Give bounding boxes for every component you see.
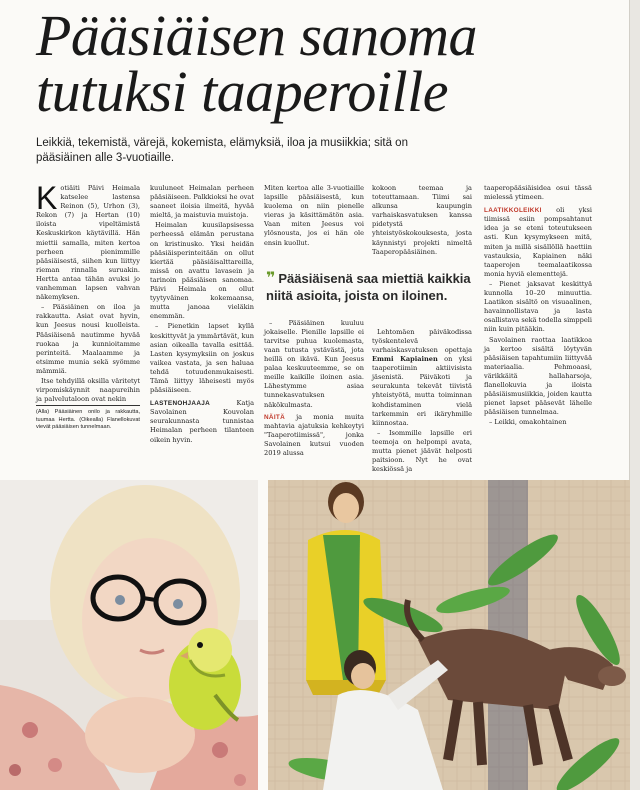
article-column-1 bbox=[36, 180, 140, 432]
headline bbox=[36, 3, 596, 124]
col1-para-2: – Pääsiäinen on iloa ja rakkautta. Asiat ovat hyvin, kun Jeesus nousi kuolleista. Pääsiäisenä nautimme hyvää ruokaa ja kunnioitamme perinteitä. Maalaamme ja etsimme munia sekä syömme mämmiä. bbox=[36, 303, 140, 375]
quote-mark-icon: ❞ bbox=[266, 270, 276, 287]
col4-para-3: – Isommille lapsille eri teemoja on helpompi avata, mutta pienet jäävät helposti paitsioon. Nyt he ovat keskiössä ja bbox=[372, 428, 472, 474]
col2-para-2: Heimalan kuusilapsisessa perheessä elämän perustana on kristinusko. Yksi heidän pääsiäisperinteitään on ollut kiertää pääsiäisalttareilla, missä on avattu lavasein ja tarinoin pääsiäisen sanomaa. Päivi Heimala on ollut tyytyväinen kokemaansa, mutta janoaa vieläkin enemmän. bbox=[150, 221, 254, 321]
drop-cap: K bbox=[36, 180, 58, 216]
photo-flannel-board bbox=[268, 480, 630, 790]
col1-para-1 bbox=[36, 180, 140, 302]
keyword-naita: NÄITÄ bbox=[264, 413, 286, 421]
pull-quote bbox=[266, 271, 476, 304]
keyword-lastenohjaaja: LASTENOHJAAJA bbox=[150, 400, 211, 408]
col5-para-4: Savolainen raottaa laatikkoa ja kertoo sisältä löytyvän pääsiäisen tapahtumiin liittyvää materiaalia. Pehmoaasi, värikkäitä hallaharsoja, flanellokuvia ja iloista pääsiäismusiikkia, joiden kautta pienet lapset pääsevät lähelle pääsiäisen tunnelmaa. bbox=[484, 335, 592, 417]
col4-para-2: Lehtomäen päiväkodissa työskentelevä varhaiskasvatuksen opettaja Emmi Kapiainen on yksi taaperotiimin aktiivisista jäsenistä. Päiväkoti ja seurakunta tekevät tiivistä yhteistyötä, mutta toiminnan kohdistaminen vielä tarkemmin eri ikäryhmille kiinnostaa. bbox=[372, 327, 472, 427]
col3-para-3-text: ja monia muita mahtavia ajatuksia kehkeytyi "Taaperotiimissä", jonka Savolainen kutsui vuoden 2019 alussa bbox=[264, 412, 364, 457]
girl-illustration bbox=[0, 480, 258, 790]
col2-para-4-text: Katja Savolainen Kouvolan seurakunnasta tunnistaa Heimalan perheen tilanteen oikein hyvin. bbox=[150, 399, 254, 444]
col4-para-1: kokoon teemaa ja toteuttamaan. Tiimi sai alkunsa kaupungin varhaiskasvatuksen kanssa pidetystä yhteistyöskokouksesta, josta käynnistyi projekti nimeltä Taaperopääsiäinen. bbox=[372, 184, 472, 256]
article-column-5 bbox=[484, 184, 592, 428]
keyword-laatikkoleikki: LAATIKKOLEIKKI bbox=[484, 207, 542, 215]
col3-para-1: Miten kertoa alle 3-vuotiaille lapsille pääsiäisestä, kun kuolema on niin pienelle vieras ja käsittämätön asia. Vaan miten Jeesus voi ylösnousta, jos ei hän ole ensin kuollut. bbox=[264, 184, 364, 247]
page-edge bbox=[629, 0, 640, 790]
photo-caption: (Alla) Pääsiäinen onilo ja rakkautta, tuumaa Hertta. (Oikealla) Flanellokuvat vievät pääsiäisen tunnelmaan. bbox=[36, 405, 140, 431]
headline-line-2: tutuksi taaperoille bbox=[36, 59, 449, 124]
col3-para-3 bbox=[264, 413, 364, 458]
article-column-3 bbox=[264, 184, 364, 459]
col1-para-1-text: otiäiti Päivi Heimala katselee lastensa Reinon (5), Urhon (3), Rekon (7) ja Hertan (10) iloista vipeltämistä Keskuskirkon käytävillä. Hän miettii samalla, miten kertoa perheen pienimmille pääsiäisestä, siihen kun liittyy rieman rinnalla suruakin. Hertta antaa tähän avuksi jo vanhemman lapsen vahvan näkemyksen. bbox=[36, 184, 140, 302]
article-column-2 bbox=[150, 184, 254, 446]
col1-para-3: Itse tehdyillä oksilla väritetyt virpomiskäynnit naapureihin ja palvelutaloon ovat nekin bbox=[36, 376, 140, 404]
pull-quote-text: Pääsiäisenä saa miettiä kaikkia niitä asioita, joista on iloinen. bbox=[266, 271, 471, 303]
photo-girl-with-budgie bbox=[0, 480, 258, 790]
col2-para-4 bbox=[150, 399, 254, 444]
col5-para-2-text: oli yksi tiimissä esiin pompsahtanut idea ja se eteni toteutukseen asti. Kun kysymykseen mitä, miten ja millä sisällöllä haettiin vastauksia, Kapiainen näki taaperojen teemalaatikossa monia hyviä elementtejä. bbox=[484, 206, 592, 278]
headline-line-1: Pääsiäisen sanoma bbox=[36, 3, 477, 68]
col5-para-1: taaperopääsiäisidea osui tässä mielessä ytimeen. bbox=[484, 184, 592, 202]
lead-paragraph: Leikkiä, tekemistä, värejä, kokemista, elämyksiä, iloa ja musiikkia; sitä on pääsiäinen alle 3-vuotiaille. bbox=[36, 137, 408, 164]
col2-para-3: – Pienetkin lapset kyllä keskittyvät ja ymmärtävät, kun asian oikealla tavalla esittää. Lasten kysymyksiin on joskus vaikea vastata, ja sen haluaa tehdä totuudenmukaisesti. Tämä liittyy läheisesti myös pääsiäiseen. bbox=[150, 322, 254, 395]
col5-para-2 bbox=[484, 206, 592, 279]
col5-para-5: – Leikki, omakohtainen bbox=[489, 418, 567, 427]
col2-para-1: kuuluneet Heimalan perheen pääsiäiseen. Palkkioksi he ovat saaneet iloisia ilmeitä, hyvää mieltä, ja maistuvia muistoja. bbox=[150, 184, 254, 220]
article-column-4 bbox=[372, 184, 472, 475]
col5-para-3: – Pienet jaksavat keskittyä kunnolla 10–20 minuuttia. Laatikon sisältö on visuaalinen, havainnollistava ja lasta osallistava sekä todella simppeli niin kuin pitääkin. bbox=[484, 279, 592, 334]
flannel-board-illustration bbox=[268, 480, 630, 790]
teacher-name: Emmi Kapiainen bbox=[372, 355, 438, 364]
col3-para-2: – Pääsiäinen kuuluu jokaiselle. Pienille lapsille ei tarvitse puhua kuolemasta, vaan tutusta ystävästä, jota heillä on ikävä. Kun Jeesus palaa keskuuteemme, se on meille kaikille iloinen asia. Lähestymme asiaa tunnekasvatuksen näkökulmasta. bbox=[264, 318, 364, 409]
